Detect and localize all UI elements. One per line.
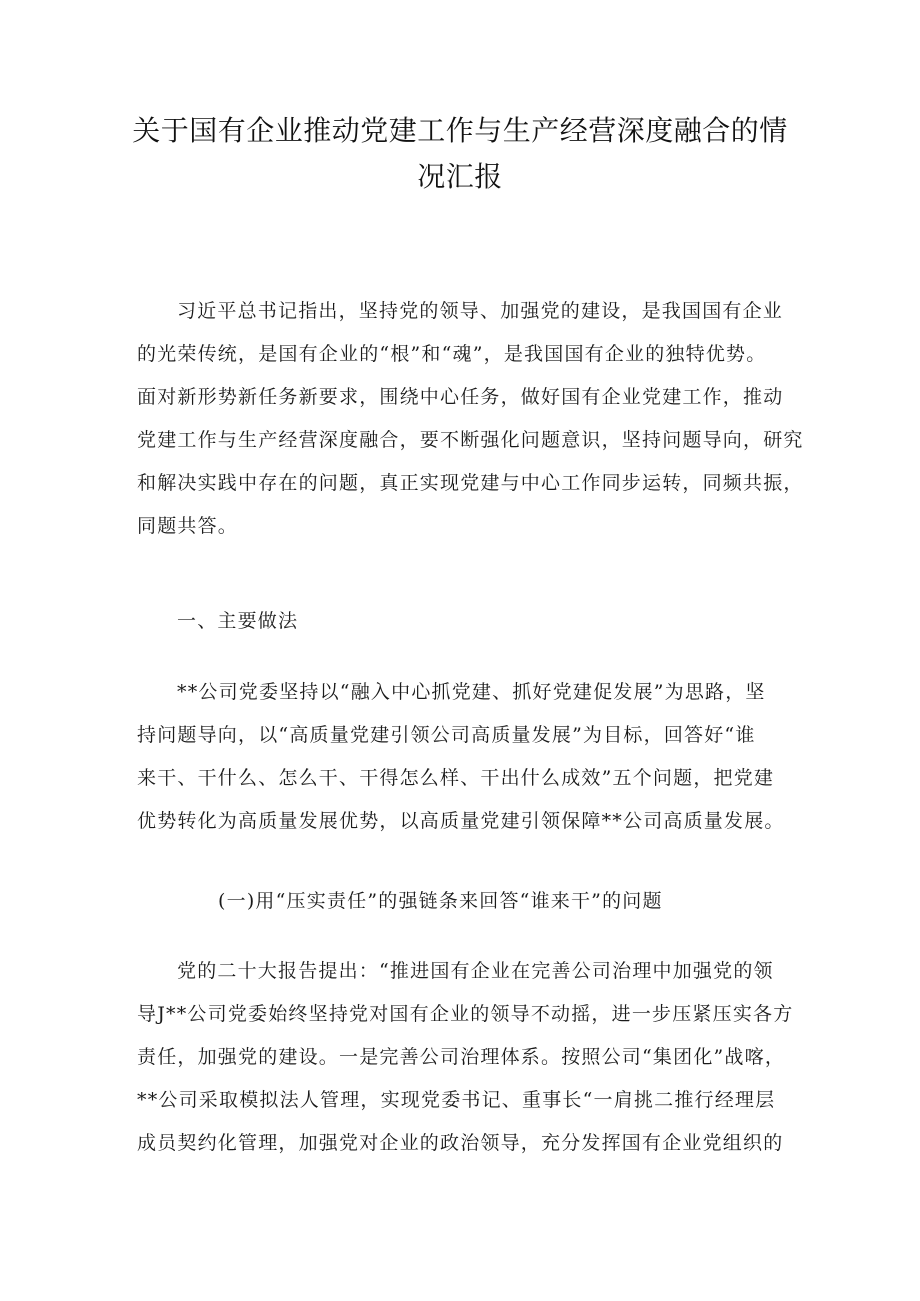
paragraph-line: 成员契约化管理，加强党对企业的政治领导，充分发挥国有企业党组织的: [137, 1132, 784, 1154]
title-line: 况汇报: [417, 160, 503, 193]
paragraph-line: **公司采取模拟法人管理，实现党委书记、重事长“一肩挑二推行经理层: [137, 1089, 776, 1111]
paragraph-line: 优势转化为高质量发展优势，以高质量党建引领保障**公司高质量发展。: [137, 810, 785, 832]
document-title: [130, 108, 790, 200]
subsection-heading: (一)用“压实责任”的强链条来回答“谁来干”的问题: [218, 890, 663, 912]
title-line: 关于国有企业推动党建工作与生产经营深度融合的情: [132, 114, 788, 147]
paragraph-line: 同题共答。: [137, 515, 239, 537]
paragraph-line: 责任，加强党的建设。一是完善公司治理体系。按照公司“集团化”战喀，: [137, 1046, 786, 1068]
paragraph-line: 党的二十大报告提出：“推进国有企业在完善公司治理中加强党的领: [177, 960, 774, 982]
paragraph-line: 持问题导向，以“高质量党建引领公司高质量发展”为目标，回答好“谁: [137, 724, 756, 746]
paragraph-line: 来干、干什么、怎么干、干得怎么样、干出什么成效”五个问题，把党建: [137, 767, 775, 789]
paragraph-line: 的光荣传统，是国有企业的“根”和“魂”，是我国国有企业的独特优势。: [137, 343, 767, 365]
paragraph-line: 和解决实践中存在的问题，真正实现党建与中心工作同步运转，同频共振，: [137, 472, 804, 494]
paragraph-line: 党建工作与生产经营深度融合，要不断强化问题意识，坚持问题导向，研究: [137, 429, 804, 451]
intro-paragraph: [137, 290, 804, 548]
section-paragraph: [137, 671, 787, 843]
paragraph-line: 习近平总书记指出，坚持党的领导、加强党的建设，是我国国有企业: [177, 300, 784, 322]
paragraph-line: **公司党委坚持以“融入中心抓党建、抓好党建促发展”为思路，坚: [177, 681, 766, 703]
paragraph-line: 面对新形势新任务新要求，围绕中心任务，做好国有企业党建工作，推动: [137, 386, 784, 408]
section-heading: 一、主要做法: [177, 610, 299, 632]
subsection-paragraph: [137, 950, 794, 1165]
paragraph-line: 导J**公司党委始终坚持党对国有企业的领导不动摇，进一步压紧压实各方: [137, 1003, 794, 1025]
